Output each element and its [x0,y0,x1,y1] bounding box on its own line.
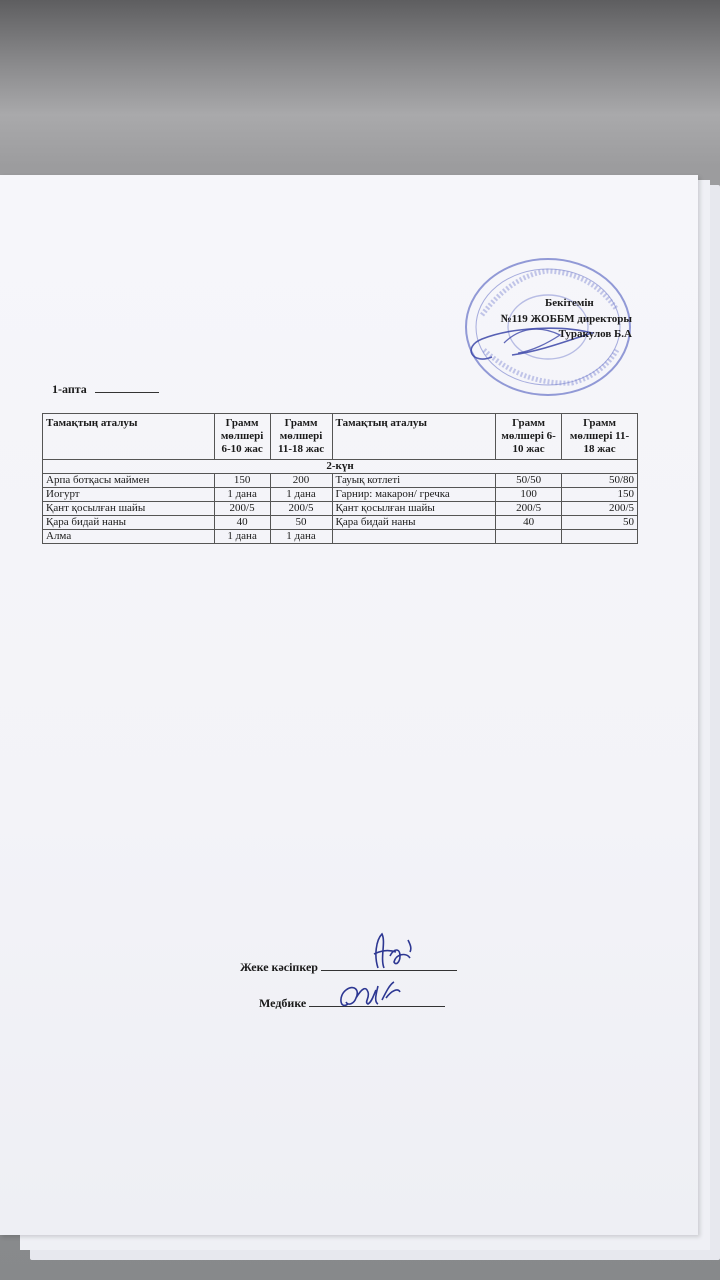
cell: 150 [562,488,638,502]
cell: 50 [270,516,332,530]
cell [332,530,496,544]
header-gram-6-10-right: Грамм мөлшері 6-10 жас [496,414,562,460]
entrepreneur-signature [360,928,420,976]
cell: Қант қосылған шайы [332,502,496,516]
table-row [43,516,638,530]
cell: 50 [562,516,638,530]
header-gram-11-18-left: Грамм мөлшері 11-18 жас [270,414,332,460]
cell: Иогурт [43,488,215,502]
cell: 100 [496,488,562,502]
cell: Қант қосылған шайы [43,502,215,516]
approval-position: №119 ЖОББМ директоры [500,312,632,325]
table-header-row [43,414,638,460]
cell [496,530,562,544]
cell: 200/5 [214,502,270,516]
table-row [43,530,638,544]
week-label [52,381,159,397]
nurse-label: Медбике [259,996,307,1010]
cell: Қара бидай наны [43,516,215,530]
table-row [43,488,638,502]
table-row [43,502,638,516]
cell: 1 дана [214,488,270,502]
cell: 1 дана [214,530,270,544]
header-name-left: Тамақтың аталуы [43,414,215,460]
cell: 200/5 [496,502,562,516]
header-name-right: Тамақтың аталуы [332,414,496,460]
cell: 200/5 [562,502,638,516]
day-label: 2-күн [43,460,638,474]
week-blank-line [95,381,159,393]
entrepreneur-label: Жеке кәсіпкер [240,960,318,974]
cell: 50/50 [496,474,562,488]
day-row [43,460,638,474]
cell: 200/5 [270,502,332,516]
approval-title: Бекітемін [545,297,594,309]
approval-block [501,296,632,343]
cell: 50/80 [562,474,638,488]
cell: Гарнир: макарон/ гречка [332,488,496,502]
nurse-signature [334,976,410,1016]
week-text: 1-апта [52,382,87,396]
cell: 1 дана [270,530,332,544]
cell [562,530,638,544]
cell: Алма [43,530,215,544]
cell: 1 дана [270,488,332,502]
cell: 40 [496,516,562,530]
cell: 150 [214,474,270,488]
cell: Қара бидай наны [332,516,496,530]
cell: Арпа ботқасы маймен [43,474,215,488]
table-row [43,474,638,488]
header-gram-11-18-right: Грамм мөлшері 11-18 жас [562,414,638,460]
cell: Тауық котлеті [332,474,496,488]
menu-table [42,413,638,544]
cell: 40 [214,516,270,530]
cell: 200 [270,474,332,488]
entrepreneur-signature-line [240,958,457,975]
header-gram-6-10-left: Грамм мөлшері 6-10 жас [214,414,270,460]
approval-name: Туракулов Б.А [558,328,632,340]
